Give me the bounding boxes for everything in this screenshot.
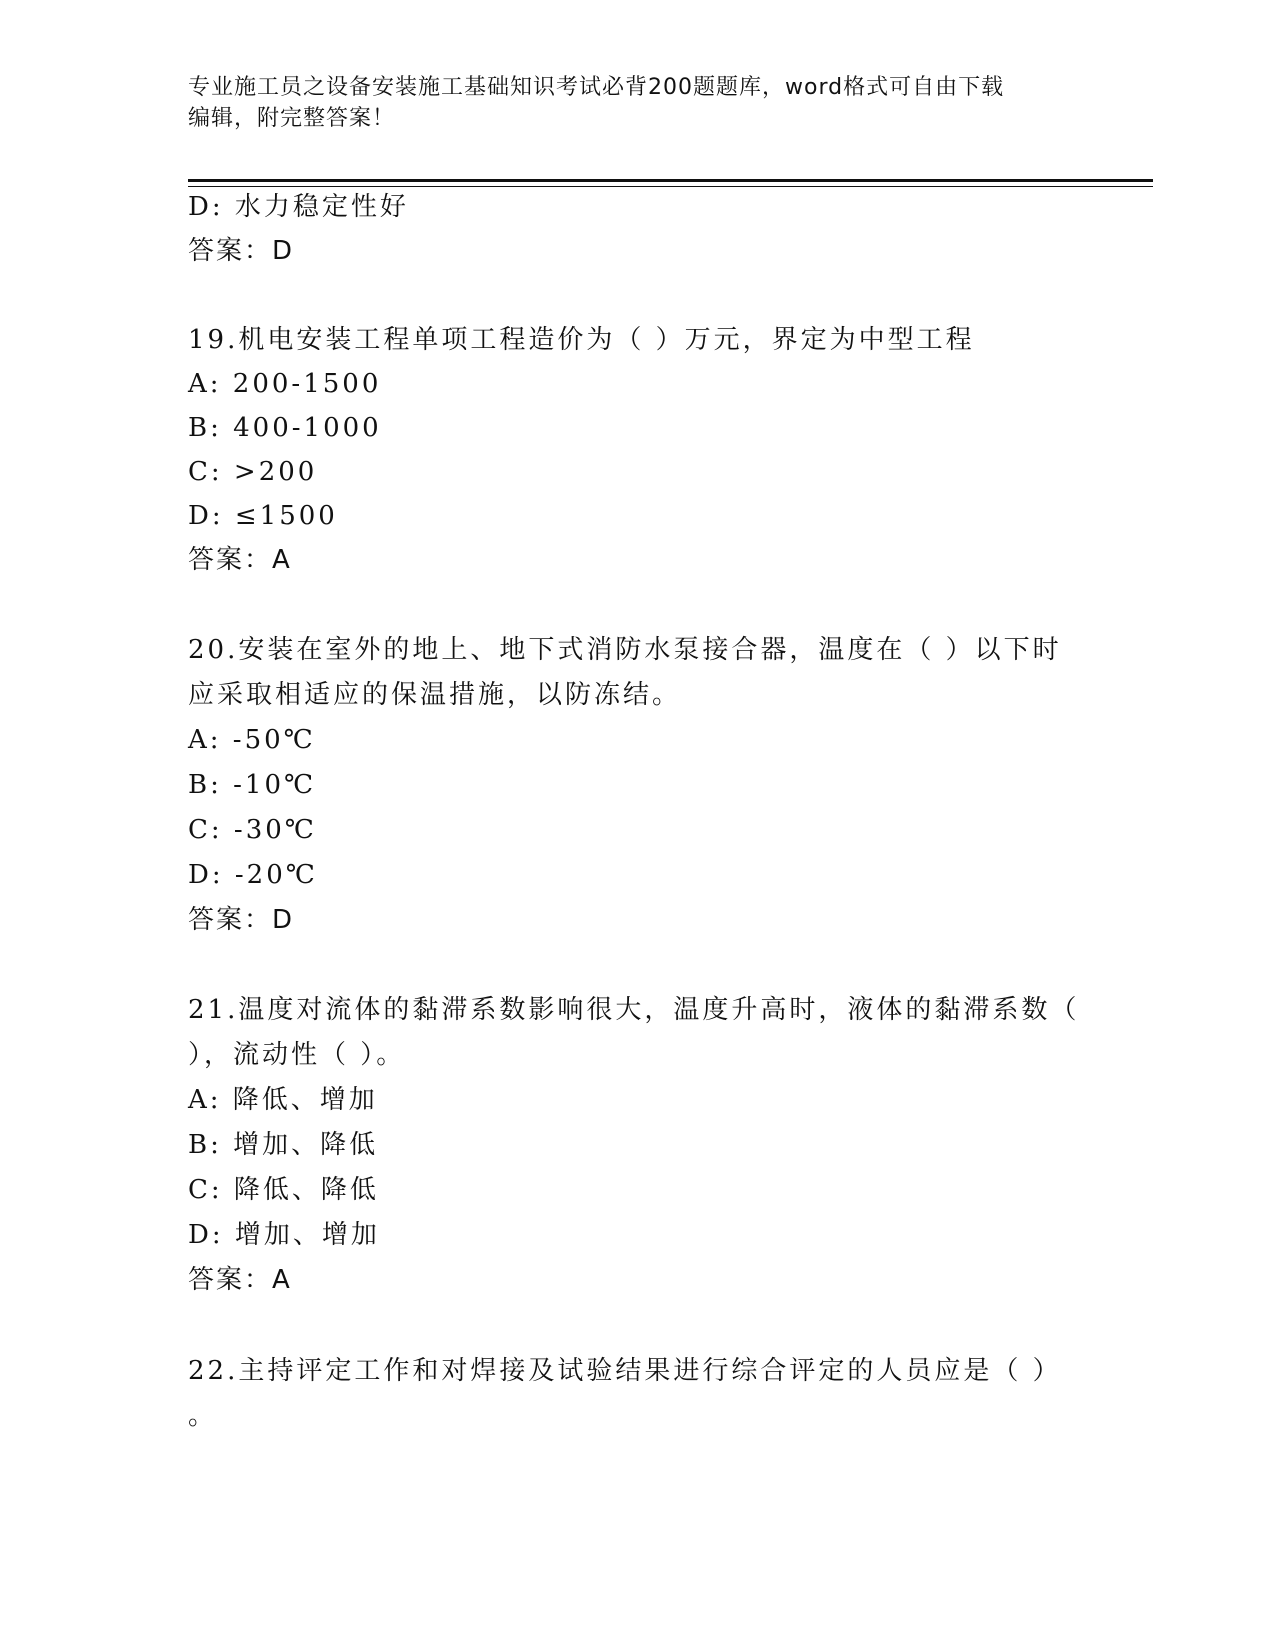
question-19-option-a: A: 200-1500 <box>188 369 382 399</box>
prev-answer: 答案：D <box>188 236 295 266</box>
header-line-2: 编辑，附完整答案！ <box>188 106 396 131</box>
question-20-option-c: C: -30℃ <box>188 815 317 845</box>
question-19-stem: 19.机电安装工程单项工程造价为（ ）万元，界定为中型工程 <box>188 325 975 355</box>
question-21-stem-line-1: 21.温度对流体的黏滞系数影响很大，温度升高时，液体的黏滞系数（ <box>188 995 1080 1025</box>
question-20-option-d: D: -20℃ <box>188 860 318 890</box>
question-22-stem-line-1: 22.主持评定工作和对焊接及试验结果进行综合评定的人员应是（ ） <box>188 1356 1062 1386</box>
document-header <box>188 72 1108 134</box>
question-20-stem-line-1: 20.安装在室外的地上、地下式消防水泵接合器，温度在（ ）以下时 <box>188 635 1062 665</box>
question-19-answer: 答案：A <box>188 545 292 575</box>
question-20-answer: 答案：D <box>188 905 295 935</box>
header-divider-thick <box>188 179 1153 182</box>
question-21-stem-line-2: ），流动性（ ）。 <box>188 1040 406 1070</box>
question-19-option-b: B: 400-1000 <box>188 413 382 443</box>
question-20-option-a: A: -50℃ <box>188 725 316 755</box>
prev-option-d: D: 水力稳定性好 <box>188 192 409 222</box>
question-19-option-c: C: >200 <box>188 457 318 487</box>
question-20-stem-line-2: 应采取相适应的保温措施，以防冻结。 <box>188 680 682 710</box>
question-20-option-b: B: -10℃ <box>188 770 317 800</box>
header-line-1: 专业施工员之设备安装施工基础知识考试必背200题题库，word格式可自由下载 <box>188 75 1005 100</box>
question-22-stem-line-2: 。 <box>188 1401 218 1431</box>
header-divider-thin <box>188 186 1153 187</box>
question-21-option-d: D: 增加、增加 <box>188 1220 380 1250</box>
question-21-option-a: A: 降低、增加 <box>188 1085 378 1115</box>
question-21-option-b: B: 增加、降低 <box>188 1130 379 1160</box>
question-21-option-c: C: 降低、降低 <box>188 1175 379 1205</box>
question-21-answer: 答案：A <box>188 1265 292 1295</box>
question-19-option-d: D: ≤1500 <box>188 501 338 531</box>
